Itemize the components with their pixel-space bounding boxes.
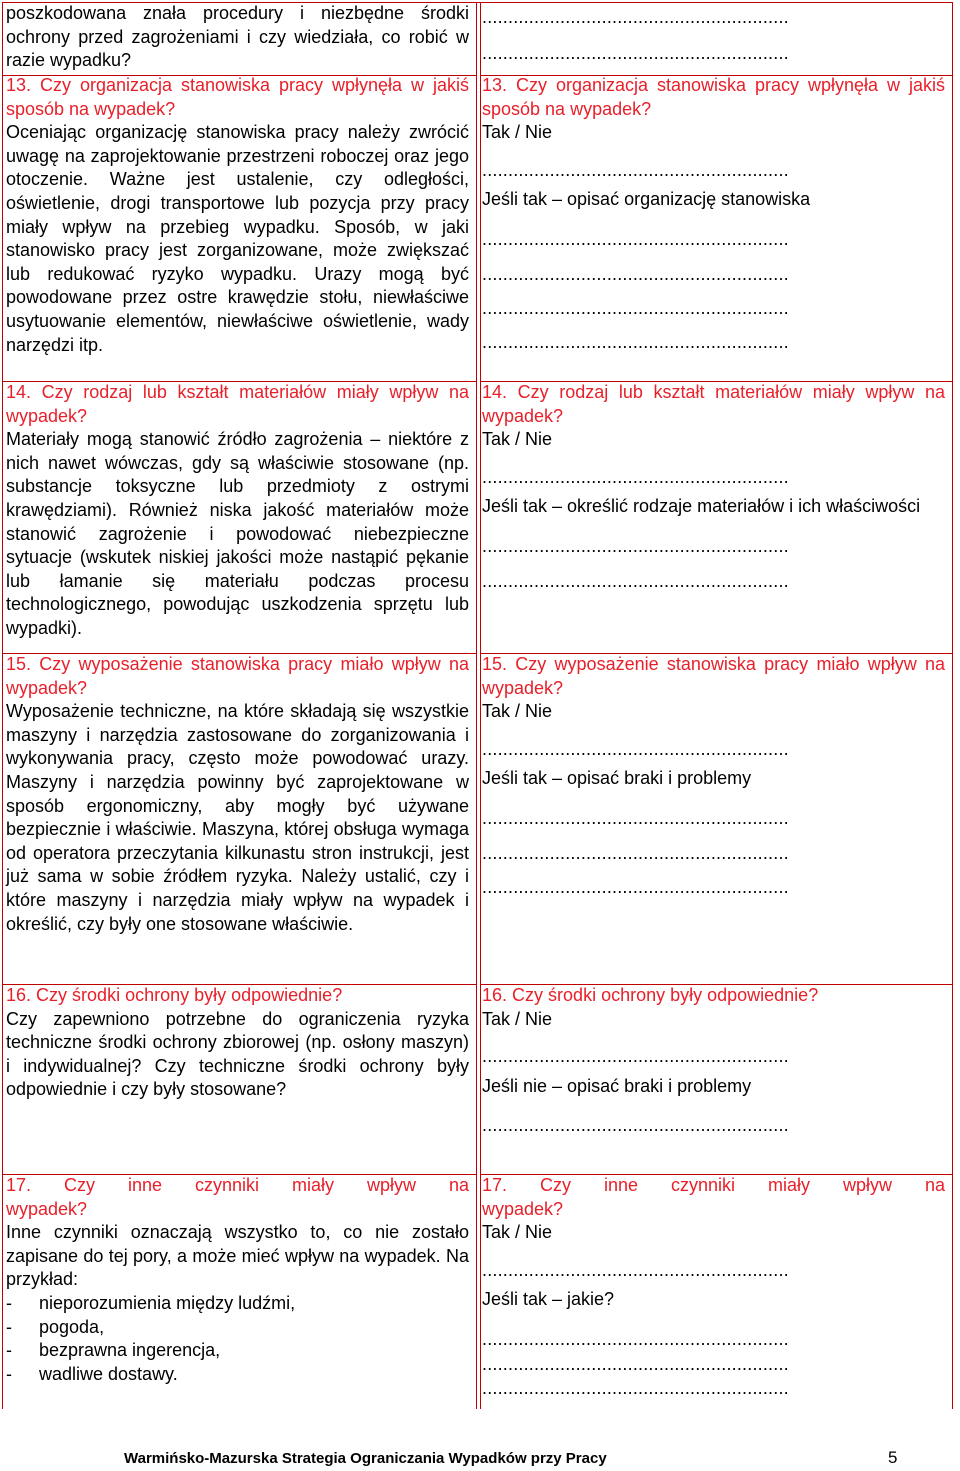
followup-prompt: Jeśli tak – opisać braki i problemy	[482, 768, 752, 789]
table-border-right	[952, 2, 953, 1409]
answer-line[interactable]: ...........................................................	[482, 877, 789, 898]
followup-prompt: Jeśli tak – opisać organizację stanowiska	[482, 189, 811, 210]
question-number: 16.	[482, 985, 508, 1005]
section-15-question-right	[482, 653, 945, 700]
answer-line[interactable]: ...........................................................	[482, 42, 789, 63]
list-item: - pogoda,	[6, 1316, 469, 1340]
section-14-body: Materiały mogą stanowić źródło zagrożenia – niektóre z nich nawet wówczas, gdy są właściwie stosowane (np. substancje toksyczne lub przedmioty z ostrymi krawędziami). Również niska jakość materiałów może stanowić zagrożenie i powodować niebezpieczne sytuacje (wskutek niskiej jakości może nastąpić pękanie lub łamanie się materiału podczas procesu technologicznego, powodując uszkodzenia sprzętu lub wypadki).	[6, 429, 469, 638]
answer-line[interactable]: ...........................................................	[482, 1328, 789, 1349]
answer-line[interactable]: ...........................................................	[482, 1353, 789, 1374]
question-text: Czy wyposażenie stanowiska pracy miało wpływ na wypadek?	[6, 654, 469, 698]
followup-prompt: Jeśli tak – jakie?	[482, 1289, 615, 1310]
list-item: - wadliwe dostawy.	[6, 1363, 469, 1387]
prev-section-right	[482, 6, 945, 65]
section-13-question-right	[482, 74, 945, 121]
section-17-right	[482, 1174, 945, 1401]
question-number: 14.	[482, 382, 508, 402]
list-item-text: bezprawna ingerencja,	[39, 1340, 221, 1361]
question-text: Czy rodzaj lub kształt materiałów miały wpływ na wypadek?	[6, 382, 469, 426]
section-14-question-right	[482, 381, 945, 428]
section-15-question	[6, 653, 469, 700]
list-item: - nieporozumienia między ludźmi,	[6, 1292, 469, 1316]
question-text: Czy organizacja stanowiska pracy wpłynęła w jakiś sposób na wypadek?	[482, 75, 945, 119]
question-text: Czy inne czynniki miały wpływ na wypadek?	[482, 1175, 945, 1219]
table-divider-right	[480, 2, 481, 1409]
answer-line[interactable]: ...........................................................	[482, 466, 789, 487]
question-number: 16.	[6, 985, 32, 1005]
yes-no-choice[interactable]: Tak / Nie	[482, 1222, 553, 1243]
question-number: 13.	[6, 75, 32, 95]
followup-prompt: Jeśli nie – opisać braki i problemy	[482, 1075, 752, 1096]
section-14-question	[6, 381, 469, 428]
answer-line[interactable]: ...........................................................	[482, 263, 789, 284]
section-14-left	[6, 381, 469, 641]
yes-no-choice[interactable]: Tak / Nie	[482, 1008, 553, 1029]
section-13-question	[6, 74, 469, 121]
section-13-body: Oceniając organizację stanowiska pracy należy zwrócić uwagę na zaprojektowanie przestrzeni roboczej oraz jego otoczenie. Ważne jest ustalenie, czy odległości, oświetlenie, drogi transportowe lub pozycja przy pracy miały wpływ na przebieg wypadku. Sposób, w jaki stanowisko pracy jest zorganizowane, może zwiększać lub redukować ryzyko wypadku. Urazy mogą być powodowane przez ostre krawędzie stołu, niewłaściwe usytuowanie elementów, niewłaściwe oświetlenie, wady narzędzi itp.	[6, 122, 469, 355]
list-item-text: wadliwe dostawy.	[39, 1363, 178, 1384]
question-number: 15.	[482, 654, 508, 674]
section-16-right	[482, 984, 945, 1138]
question-text: Czy środki ochrony były odpowiednie?	[36, 985, 343, 1005]
question-text: Czy organizacja stanowiska pracy wpłynęła w jakiś sposób na wypadek?	[6, 75, 469, 119]
followup-prompt: Jeśli tak – określić rodzaje materiałów i ich właściwości	[482, 496, 921, 517]
answer-line[interactable]: ...........................................................	[482, 7, 789, 27]
answer-line[interactable]: ...........................................................	[482, 570, 789, 591]
page-footer-title: Warmińsko-Mazurska Strategia Ograniczania Wypadków przy Pracy	[124, 1450, 607, 1467]
section-14-right	[482, 381, 945, 593]
section-17-left	[6, 1174, 469, 1386]
section-15-right	[482, 653, 945, 900]
section-13-left	[6, 74, 469, 357]
question-text: Czy rodzaj lub kształt materiałów miały wpływ na wypadek?	[482, 382, 945, 426]
question-number: 15.	[6, 654, 32, 674]
section-16-left	[6, 984, 469, 1102]
answer-line[interactable]: ...........................................................	[482, 807, 789, 828]
prev-section-text: poszkodowana znała procedury i niezbędne środki ochrony przed zagrożeniami i czy wiedziała, co robić w razie wypadku?	[6, 3, 469, 71]
answer-line[interactable]: ...........................................................	[482, 159, 789, 180]
table-border-left	[2, 2, 3, 1409]
list-item-text: pogoda,	[39, 1316, 105, 1337]
question-number: 17.	[6, 1175, 32, 1195]
question-text: Czy inne czynniki miały wpływ na wypadek?	[6, 1175, 469, 1219]
table-divider-left	[476, 2, 477, 1409]
answer-line[interactable]: ...........................................................	[482, 1046, 789, 1067]
question-number: 14.	[6, 382, 32, 402]
list-item-text: nieporozumienia między ludźmi,	[39, 1292, 296, 1313]
answer-line[interactable]: ...........................................................	[482, 228, 789, 249]
section-16-body: Czy zapewniono potrzebne do ograniczenia ryzyka techniczne środki ochrony zbiorowej (np. osłony maszyn) i indywidualnej? Czy techniczne środki ochrony były odpowiednie i czy były stosowane?	[6, 1008, 469, 1100]
answer-line[interactable]: ...........................................................	[482, 738, 789, 759]
answer-line[interactable]: ...........................................................	[482, 1259, 789, 1280]
section-16-question	[6, 984, 469, 1008]
question-number: 17.	[482, 1175, 508, 1195]
question-text: Czy środki ochrony były odpowiednie?	[512, 985, 819, 1005]
section-17-body: Inne czynniki oznaczają wszystko to, co nie zostało zapisane do tej pory, a może mieć wpływ na wypadek. Na przykład:	[6, 1222, 469, 1290]
page-number: 5	[888, 1448, 898, 1467]
section-17-question-right	[482, 1174, 945, 1221]
section-13-right	[482, 74, 945, 354]
answer-line[interactable]: ...........................................................	[482, 535, 789, 556]
answer-line[interactable]: ...........................................................	[482, 842, 789, 863]
list-item: - bezprawna ingerencja,	[6, 1339, 469, 1363]
question-number: 13.	[482, 75, 508, 95]
section-17-question	[6, 1174, 469, 1221]
yes-no-choice[interactable]: Tak / Nie	[482, 429, 553, 450]
prev-section-left	[6, 2, 469, 73]
yes-no-choice[interactable]: Tak / Nie	[482, 701, 553, 722]
yes-no-choice[interactable]: Tak / Nie	[482, 122, 553, 143]
answer-line[interactable]: ...........................................................	[482, 1378, 789, 1399]
answer-line[interactable]: ...........................................................	[482, 331, 789, 352]
section-16-question-right	[482, 984, 945, 1008]
answer-line[interactable]: ...........................................................	[482, 298, 789, 319]
section-15-left	[6, 653, 469, 936]
answer-line[interactable]: ...........................................................	[482, 1115, 789, 1136]
section-15-body: Wyposażenie techniczne, na które składają się wszystkie maszyny i narzędzia zastosowane do zorganizowania i wykonywania pracy, często może powodować urazy. Maszyny i narzędzia powinny być zaprojektowane w sposób ergonomiczny, aby mogły być używane bezpiecznie i właściwie. Maszyna, której obsługa wymaga od operatora przeczytania kilkunastu stron instrukcji, jest już sama w sobie źródłem ryzyka. Należy ustalić, czy i które maszyny i narzędzia miały wpływ na wypadek i określić, czy były one stosowane właściwie.	[6, 701, 469, 934]
question-text: Czy wyposażenie stanowiska pracy miało wpływ na wypadek?	[482, 654, 945, 698]
